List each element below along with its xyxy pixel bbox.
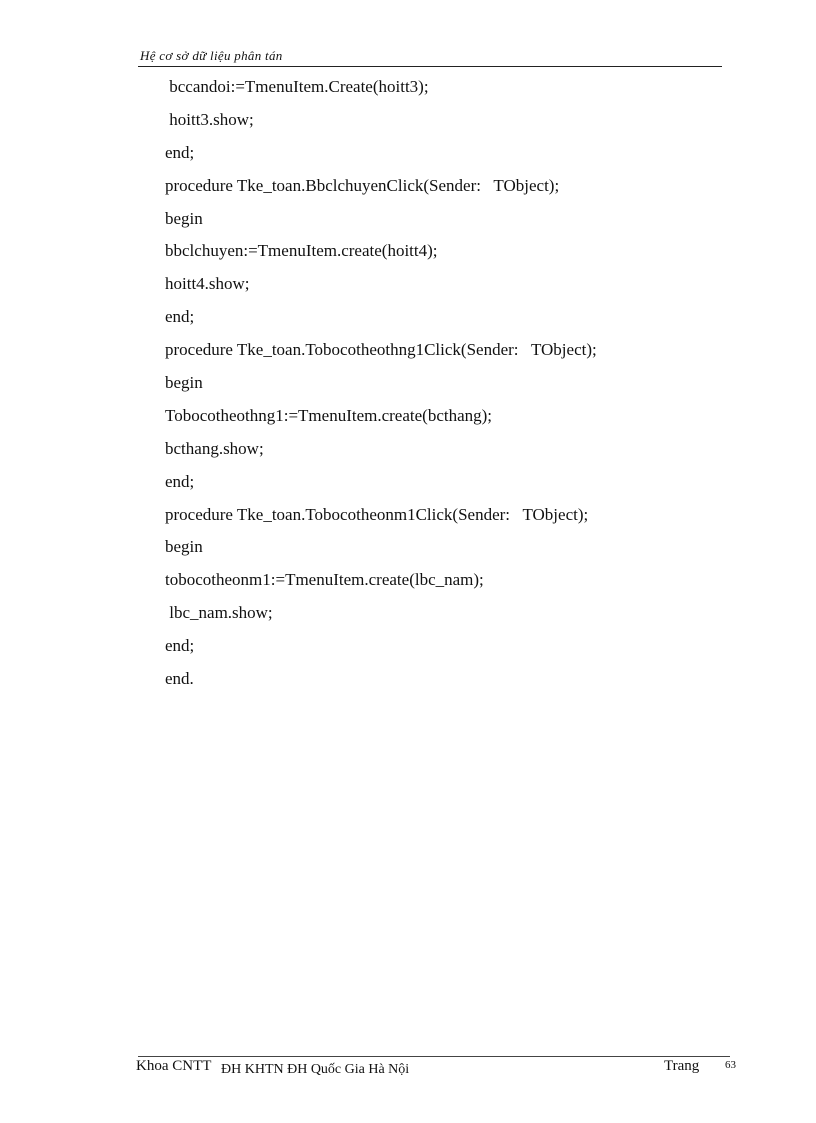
code-line: hoitt4.show; (165, 274, 250, 294)
code-line: end; (165, 471, 195, 491)
code-line: begin (165, 537, 203, 557)
code-line: end; (165, 142, 195, 162)
footer-divider (138, 1056, 730, 1057)
code-line: end; (165, 636, 195, 656)
code-line: end. (165, 669, 194, 689)
code-line: procedure Tke_toan.Tobocotheonm1Click(Sender: TObject); (165, 504, 589, 524)
header-divider (138, 66, 722, 67)
footer-faculty: Khoa CNTT (136, 1058, 212, 1074)
code-line: hoitt3.show; (165, 109, 254, 129)
code-line: end; (165, 307, 195, 327)
code-line: lbc_nam.show; (165, 603, 273, 623)
code-line: bcthang.show; (165, 438, 264, 458)
page-header-title: Hệ cơ sở dữ liệu phân tán (140, 48, 283, 63)
footer-page-number: 63 (725, 1059, 736, 1071)
footer-university: ĐH KHTN ĐH Quốc Gia Hà Nội (221, 1062, 410, 1077)
code-line: Tobocotheothng1:=TmenuItem.create(bcthang); (165, 405, 493, 425)
code-line: procedure Tke_toan.Tobocotheothng1Click(Sender: TObject); (165, 340, 597, 360)
code-line: tobocotheonm1:=TmenuItem.create(lbc_nam); (165, 570, 484, 590)
footer-page-label: Trang (664, 1058, 700, 1074)
code-line: procedure Tke_toan.BbclchuyenClick(Sender: TObject); (165, 175, 560, 195)
code-line: begin (165, 208, 203, 228)
code-listing (165, 76, 725, 701)
code-line: bbclchuyen:=TmenuItem.create(hoitt4); (165, 241, 438, 261)
code-line: begin (165, 373, 203, 393)
code-line: bccandoi:=TmenuItem.Create(hoitt3); (165, 77, 429, 96)
